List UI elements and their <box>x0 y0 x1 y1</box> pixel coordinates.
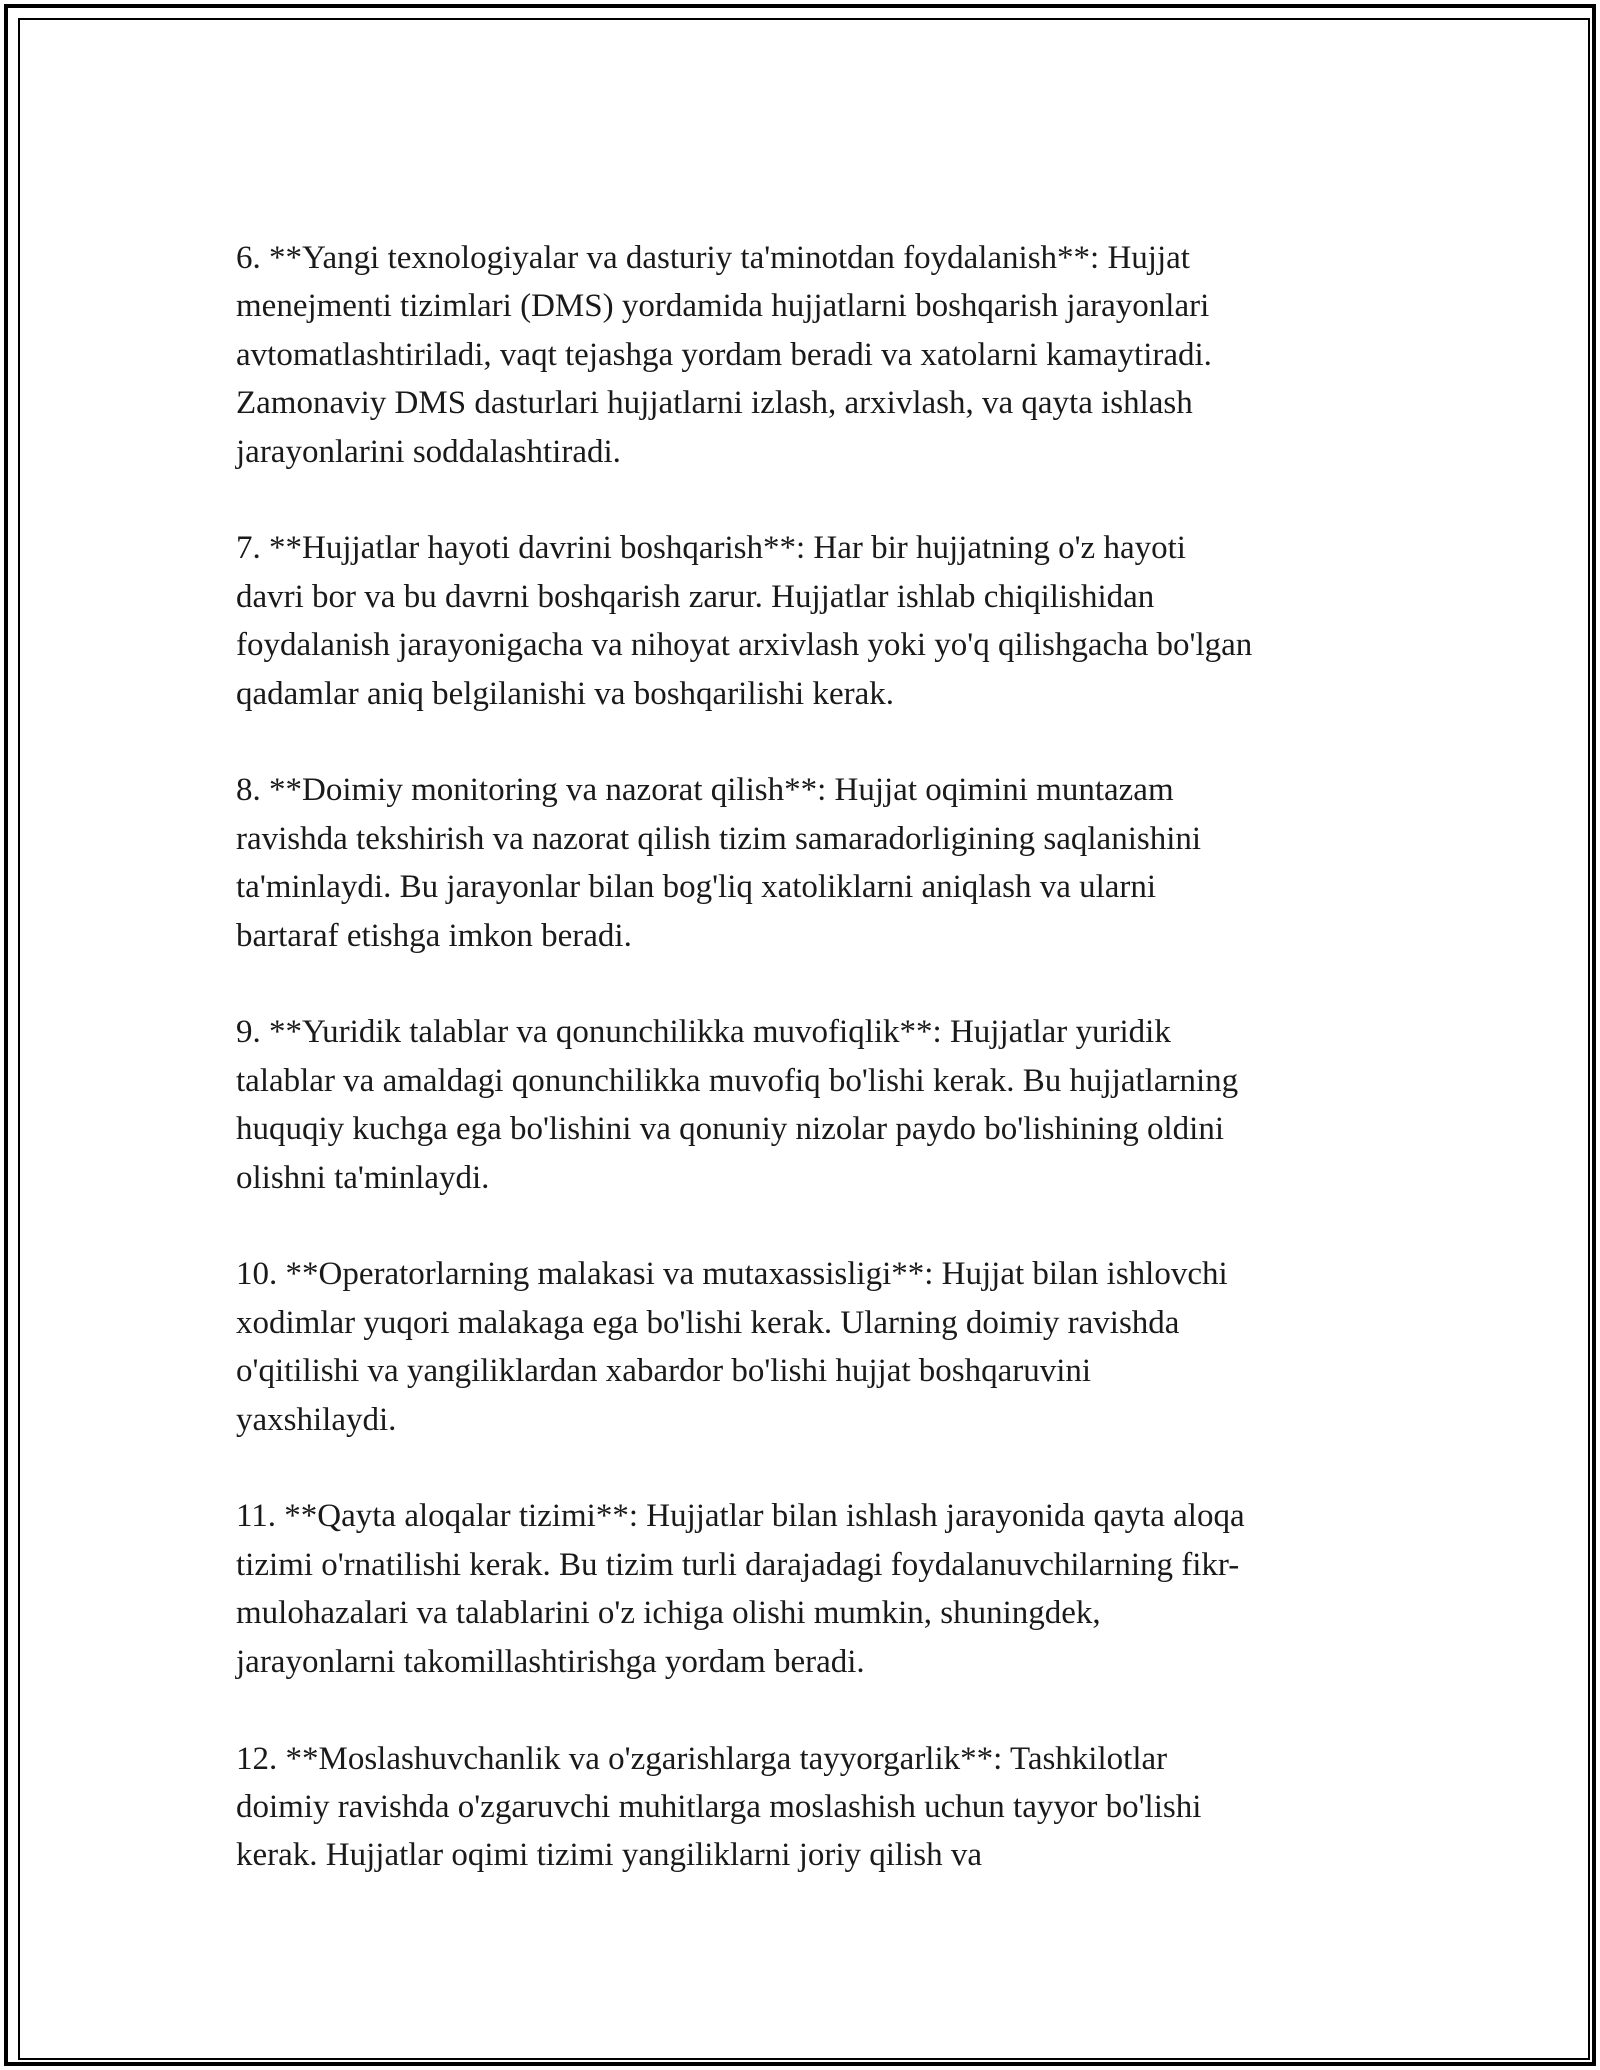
paragraph-item-11: 11. **Qayta aloqalar tizimi**: Hujjatlar bilan ishlash jarayonida qayta aloqa tizimi o'rnatilishi kerak. Bu tizim turli darajadagi foydalanuvchilarning fikr- mulohazalari va talablarini o'z ichiga olishi mumkin, shuningdek, jarayonlarni takomillashtirishga yordam beradi. <box>236 1498 1245 1680</box>
paragraph-item-12: 12. **Moslashuvchanlik va o'zgarishlarga tayyorgarlik**: Tashkilotlar doimiy ravishda o'zgaruvchi muhitlarga moslashish uchun tayyor bo'lishi kerak. Hujjatlar oqimi tizimi yangiliklarni joriy qilish va <box>236 1740 1202 1874</box>
paragraph-item-10: 10. **Operatorlarning malakasi va mutaxassisligi**: Hujjat bilan ishlovchi xodimlar yuqori malakaga ega bo'lishi kerak. Ularning doimiy ravishda o'qitilishi va yangiliklardan xabardor bo'lishi hujjat boshqaruvini yaxshilaydi. <box>236 1256 1228 1438</box>
paragraph-item-7: 7. **Hujjatlar hayoti davrini boshqarish**: Har bir hujjatning o'z hayoti davri bor va bu davrni boshqarish zarur. Hujjatlar ishlab chiqilishidan foydalanish jarayonigacha va nihoyat arxivlash yoki yo'q qilishgacha bo'lgan qadamlar aniq belgilanishi va boshqarilishi kerak. <box>236 530 1253 712</box>
document-body <box>236 234 1376 1928</box>
paragraph-item-6: 6. **Yangi texnologiyalar va dasturiy ta'minotdan foydalanish**: Hujjat menejmenti tizimlari (DMS) yordamida hujjatlarni boshqarish jarayonlari avtomatlashtiriladi, vaqt tejashga yordam beradi va xatolarni kamaytiradi. Zamonaviy DMS dasturlari hujjatlarni izlash, arxivlash, va qayta ishlash jarayonlarini soddalashtiradi. <box>236 240 1212 470</box>
paragraph-item-8: 8. **Doimiy monitoring va nazorat qilish**: Hujjat oqimini muntazam ravishda tekshirish va nazorat qilish tizim samaradorligining saqlanishini ta'minlaydi. Bu jarayonlar bilan bog'liq xatoliklarni aniqlash va ularni bartaraf etishga imkon beradi. <box>236 772 1202 954</box>
paragraph-item-9: 9. **Yuridik talablar va qonunchilikka muvofiqlik**: Hujjatlar yuridik talablar va amaldagi qonunchilikka muvofiq bo'lishi kerak. Bu hujjatlarning huquqiy kuchga ega bo'lishini va qonuniy nizolar paydo bo'lishining oldini olishni ta'minlaydi. <box>236 1014 1239 1196</box>
